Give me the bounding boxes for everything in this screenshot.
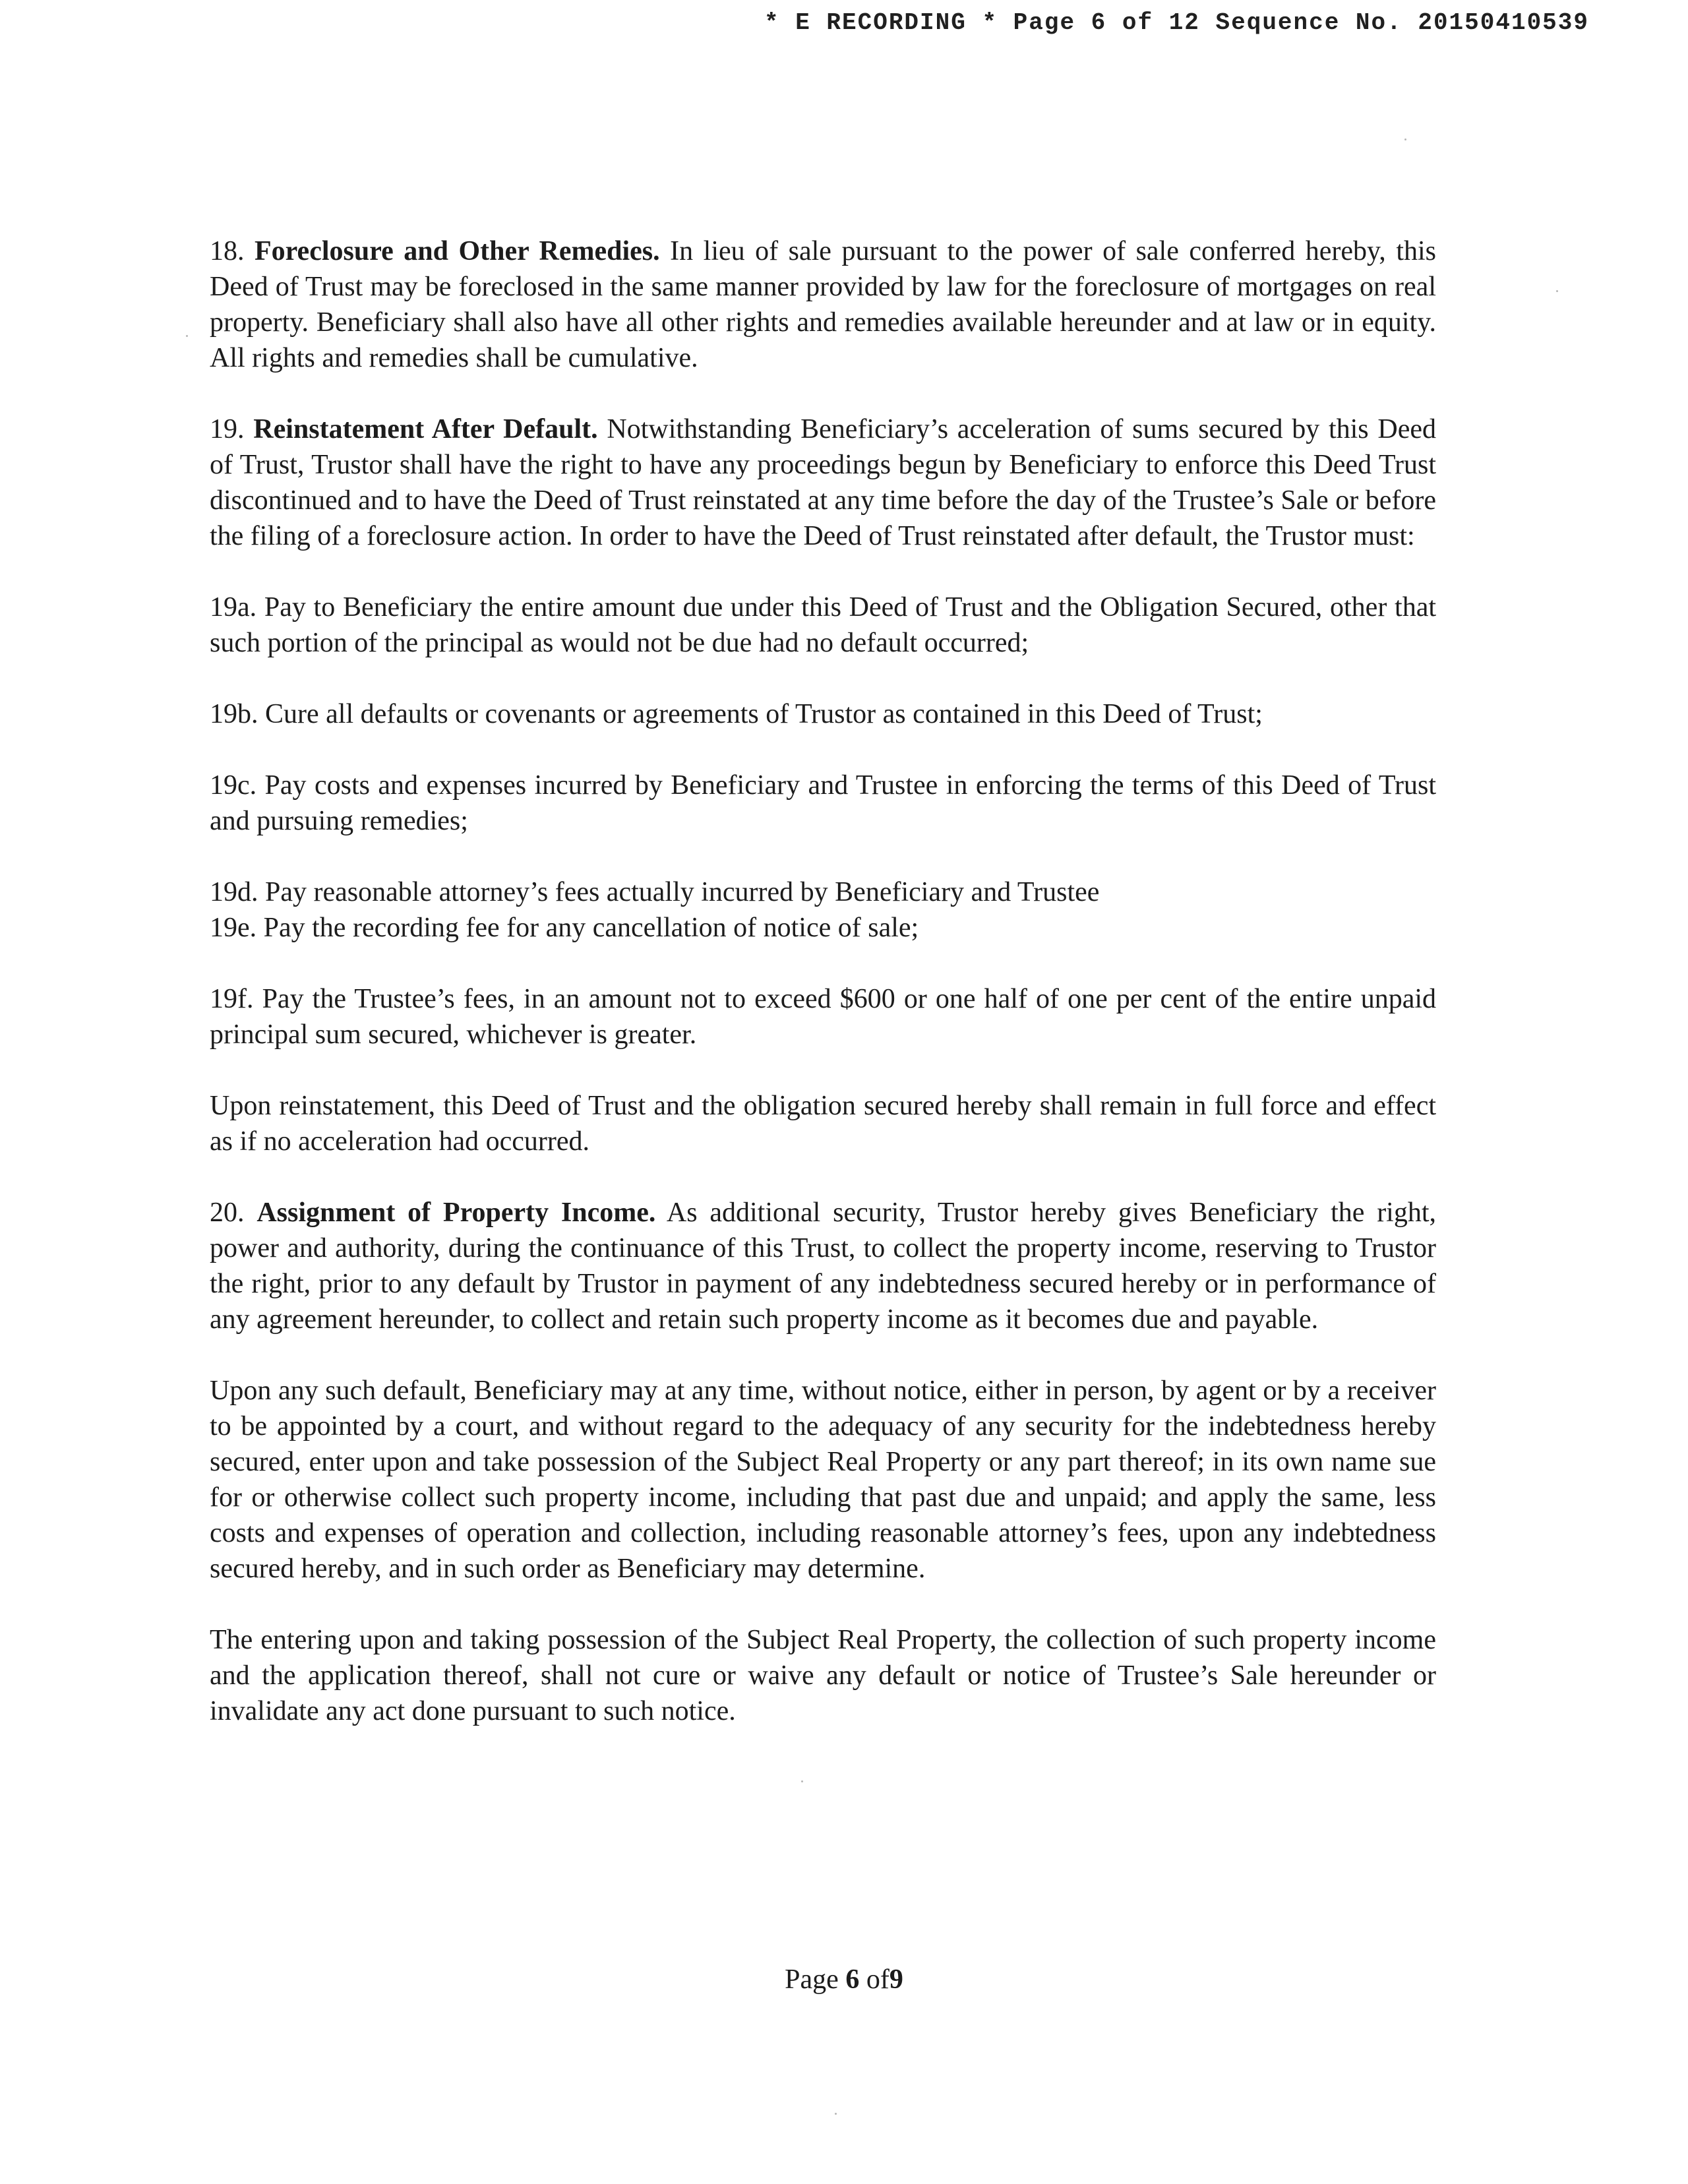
section-text: In lieu of sale pursuant to the power of sale conferred hereby, this Deed of Trust may be foreclosed in the same manner provided by law for the foreclosure of mortgages on real property. Beneficiary shall also have all other rights and remedies available hereunder and at law or in equity. All rights and remedies shall be cumulative. (210, 236, 1436, 373)
section-number: 19. (210, 414, 245, 444)
footer-label: Page (785, 1964, 839, 1995)
footer-of: of (866, 1964, 889, 1995)
footer-total-pages: 9 (889, 1964, 903, 1995)
scan-speck (801, 1780, 803, 1782)
footer-current-page: 6 (845, 1964, 860, 1995)
section-18 (210, 233, 1436, 376)
subitem-19d: 19d. Pay reasonable attorney’s fees actually incurred by Beneficiary and Trustee (210, 877, 1100, 907)
section-number: 18. (210, 236, 245, 266)
subitem-19b: 19b. Cure all defaults or covenants or agreements of Trustor as contained in this Deed of Trust; (210, 699, 1263, 729)
section-text: Notwithstanding Beneficiary’s acceleration of sums secured by this Deed of Trust, Trustor shall have the right to have any proceedings begun by Beneficiary to enforce this Deed Trust discontinued and to have the Deed of Trust reinstated at any time before the day of the Trustee’s Sale or before the filing of a foreclosure action. In order to have the Deed of Trust reinstated after default, the Trustor must: (210, 414, 1437, 551)
default-paragraph: Upon any such default, Beneficiary may at any time, without notice, either in person, by agent or by a receiver to be appointed by a court, and without regard to the adequacy of any security for the indebtedness hereby secured, enter upon and take possession of the Subject Real Property or any part thereof; in its own name sue for or otherwise collect such property income, including that past due and unpaid; and apply the same, less costs and expenses of operation and collection, including reasonable attorney’s fees, upon any indebtedness secured hereby, and in such order as Beneficiary may determine. (210, 1376, 1436, 1584)
scan-speck (1404, 138, 1406, 140)
subitem-19c: 19c. Pay costs and expenses incurred by Beneficiary and Trustee in enforcing the terms of this Deed of Trust and pursuing remedies; (210, 770, 1436, 836)
page-footer (0, 1964, 1688, 1995)
section-text: As additional security, Trustor hereby gives Beneficiary the right, power and authority, during the continuance of this Trust, to collect the property income, reserving to Trustor the right, prior to any default by Trustor in payment of any indebtedness secured hereby or in performance of any agreement hereunder, to collect and retain such property income as it becomes due and payable. (210, 1198, 1437, 1335)
possession-paragraph: The entering upon and taking possession of the Subject Real Property, the collection of such property income and the application thereof, shall not cure or waive any default or notice of Trustee’s Sale hereunder or invalidate any act done pursuant to such notice. (210, 1625, 1436, 1726)
document-body (210, 233, 1436, 1729)
scan-speck (186, 335, 188, 337)
scan-speck (1556, 290, 1558, 292)
subitem-19f: 19f. Pay the Trustee’s fees, in an amount not to exceed $600 or one half of one per cent of the entire unpaid principal sum secured, whichever is greater. (210, 984, 1436, 1050)
section-heading: Foreclosure and Other Remedies. (255, 236, 660, 266)
subitem-19e: 19e. Pay the recording fee for any cancellation of notice of sale; (210, 913, 919, 943)
scan-speck (835, 2113, 837, 2115)
section-19 (210, 411, 1436, 554)
section-heading: Reinstatement After Default. (253, 414, 598, 444)
recording-header: * E RECORDING * Page 6 of 12 Sequence No. 20150410539 (764, 9, 1589, 36)
section-20 (210, 1195, 1436, 1337)
reinstatement-paragraph: Upon reinstatement, this Deed of Trust and the obligation secured hereby shall remain in full force and effect as if no acceleration had occurred. (210, 1091, 1436, 1157)
section-number: 20. (210, 1198, 245, 1228)
subitem-19a: 19a. Pay to Beneficiary the entire amount due under this Deed of Trust and the Obligation Secured, other that such portion of the principal as would not be due had no default occurred; (210, 592, 1436, 658)
section-heading: Assignment of Property Income. (256, 1198, 656, 1228)
